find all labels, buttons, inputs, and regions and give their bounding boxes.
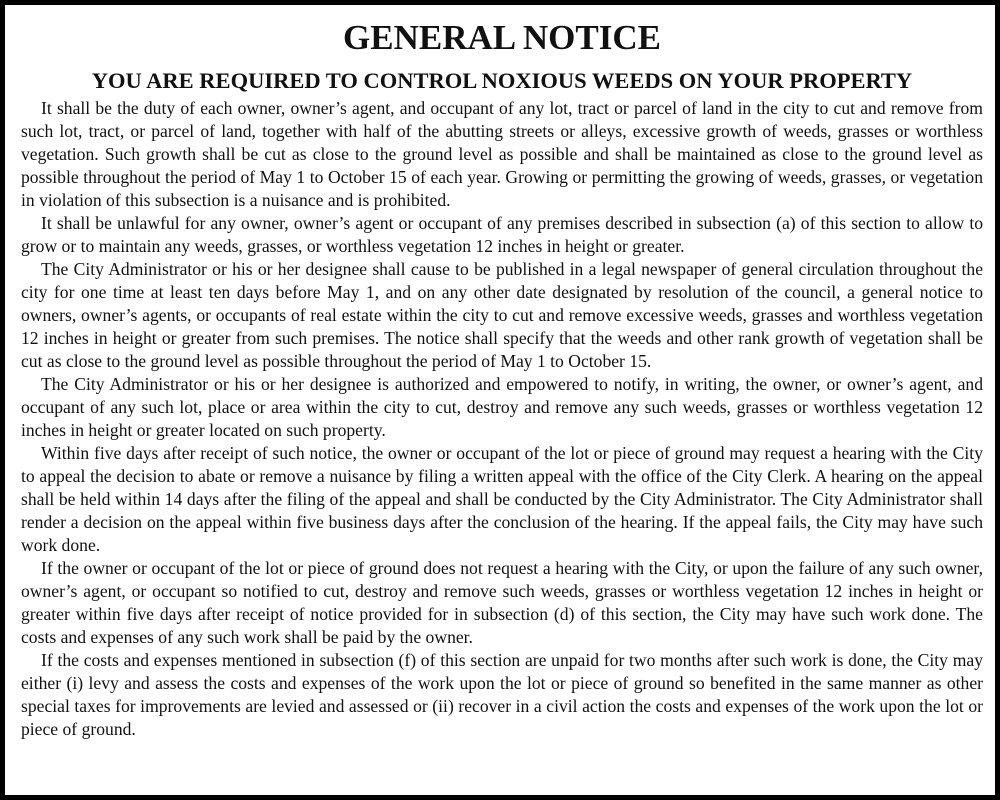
notice-paragraph-7: If the costs and expenses mentioned in subsection (f) of this section are unpaid for two months after such work is done, the City may either (i) levy and assess the costs and expenses of the work upon the lot or piece of ground so benefited in the same manner as other special taxes for improvements are levied and assessed or (ii) recover in a civil action the costs and expenses of the work upon the lot or piece of ground. <box>21 650 983 739</box>
notice-paragraph-5: Within five days after receipt of such notice, the owner or occupant of the lot or piece of ground may request a hearing with the City to appeal the decision to abate or remove a nuisance by filing a written appeal with the office of the City Clerk. A hearing on the appeal shall be held within 14 days after the filing of the appeal and shall be conducted by the City Administrator. The City Administrator shall render a decision on the appeal within five business days after the conclusion of the hearing. If the appeal fails, the City may have such work done. <box>21 443 983 555</box>
notice-body <box>21 97 983 741</box>
notice-paragraph-1: It shall be the duty of each owner, owner’s agent, and occupant of any lot, tract or parcel of land in the city to cut and remove from such lot, tract, or parcel of land, together with half of the abutting streets or alleys, excessive growth of weeds, grasses or worthless vegetation. Such growth shall be cut as close to the ground level as possible and shall be maintained as close to the ground level as possible throughout the period of May 1 to October 15 of each year. Growing or permitting the growing of weeds, grasses, or vegetation in violation of this subsection is a nuisance and is prohibited. <box>21 98 983 210</box>
notice-paragraph-6: If the owner or occupant of the lot or piece of ground does not request a hearing with the City, or upon the failure of any such owner, owner’s agent, or occupant so notified to cut, destroy and remove such weeds, grasses or worthless vegetation 12 inches in height or greater within five days after receipt of notice provided for in subsection (d) of this section, the City may have such work done. The costs and expenses of any such work shall be paid by the owner. <box>21 558 983 647</box>
notice-paragraph-2: It shall be unlawful for any owner, owner’s agent or occupant of any premises described in subsection (a) of this section to allow to grow or to maintain any weeds, grasses, or worthless vegetation 12 inches in height or greater. <box>21 213 983 256</box>
notice-paragraph-3: The City Administrator or his or her designee shall cause to be published in a legal newspaper of general circulation throughout the city for one time at least ten days before May 1, and on any other date designated by resolution of the council, a general notice to owners, owner’s agents, or occupants of real estate within the city to cut and remove excessive weeds, grasses and worthless vegetation 12 inches in height or greater from such premises. The notice shall specify that the weeds and other rank growth of vegetation shall be cut as close to the ground level as possible throughout the period of May 1 to October 15. <box>21 259 983 371</box>
notice-title: GENERAL NOTICE <box>343 18 661 57</box>
notice-paragraph-4: The City Administrator or his or her designee is authorized and empowered to notify, in writing, the owner, or owner’s agent, and occupant of any such lot, place or area within the city to cut, destroy and remove any such weeds, grasses or worthless vegetation 12 inches in height or greater located on such property. <box>21 374 983 440</box>
notice-subtitle: YOU ARE REQUIRED TO CONTROL NOXIOUS WEEDS ON YOUR PROPERTY <box>91 68 913 93</box>
